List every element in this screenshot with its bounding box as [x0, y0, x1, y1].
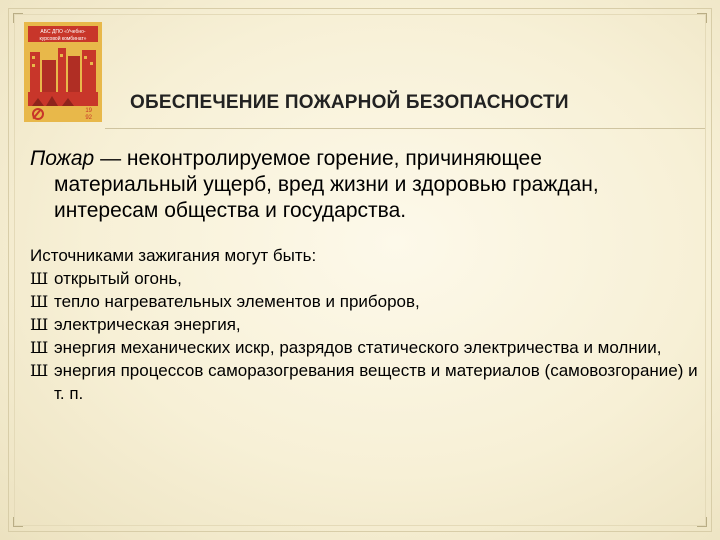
list-item	[30, 336, 700, 359]
list-item-text: энергия процессов саморазогревания веществ и материалов (самовозгорание) и т. п.	[54, 361, 698, 403]
logo-year-top: 19	[85, 108, 92, 114]
list-item	[30, 313, 700, 336]
sources-list	[30, 267, 700, 405]
bullet-icon: Ш	[30, 315, 49, 334]
list-item-text: открытый огонь,	[54, 269, 182, 288]
list-item-text: тепло нагревательных элементов и приборов,	[54, 292, 420, 311]
title-divider	[105, 128, 705, 129]
logo-text-line1: АБС ДПО «Учебно-	[40, 29, 86, 35]
logo-year-bottom: 92	[85, 115, 92, 121]
list-item	[30, 359, 700, 405]
definition-text: — неконтролируемое горение, причиняющее материальный ущерб, вред жизни и здоровью граждан, интересам общества и государства.	[54, 147, 599, 222]
fire-definition	[30, 146, 690, 224]
definition-term: Пожар	[30, 147, 95, 170]
sources-heading: Источниками зажигания могут быть:	[30, 246, 317, 265]
bullet-icon: Ш	[30, 361, 49, 380]
list-item	[30, 290, 700, 313]
logo-text-line2: курсовой комбинат»	[39, 36, 87, 42]
bullet-icon: Ш	[30, 338, 49, 357]
organization-logo	[24, 22, 102, 122]
bullet-icon: Ш	[30, 292, 49, 311]
list-item-text: энергия механических искр, разрядов статического электричества и молнии,	[54, 338, 662, 357]
slide-title: ОБЕСПЕЧЕНИЕ ПОЖАРНОЙ БЕЗОПАСНОСТИ	[130, 92, 569, 113]
list-item	[30, 267, 700, 290]
list-item-text: электрическая энергия,	[54, 315, 241, 334]
bullet-icon: Ш	[30, 269, 49, 288]
ignition-sources	[30, 244, 700, 405]
